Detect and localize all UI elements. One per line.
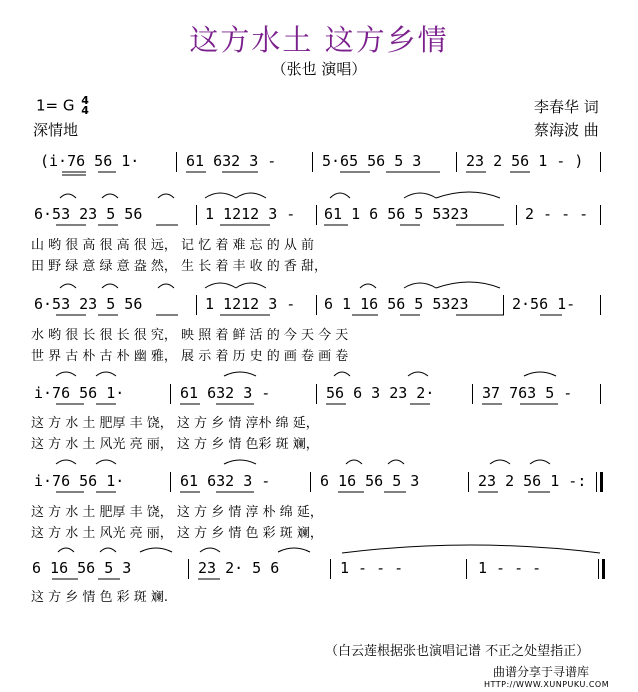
lyrics-6-verse-1: 这 方 乡 情 色 彩 斑 斓.	[31, 590, 169, 605]
slur-arc	[404, 283, 436, 288]
measure-1-3: 5·65 56 5 3	[322, 152, 422, 170]
slur-arc	[102, 194, 118, 198]
measure-1-4: 23 2 56 1 - )	[466, 152, 584, 170]
measure-1-2: 61 632 3 -	[186, 152, 277, 170]
barline	[188, 559, 189, 579]
lyrics-2-verse-1: 山 哟 很 高 很 高 很 远， 记 忆 着 难 忘 的 从 前	[31, 238, 314, 253]
measure-4-1: i·76 56 1·	[34, 384, 125, 402]
lyricist-credit: 李春华 词	[534, 98, 599, 116]
measure-2-1: 6·53 23 5 56	[34, 205, 143, 223]
measure-6-3: 1 - - -	[340, 559, 404, 577]
key-signature	[36, 96, 89, 116]
slur-arc	[278, 548, 310, 552]
barline	[516, 205, 517, 225]
slur-arc	[102, 284, 118, 288]
barline	[468, 472, 469, 492]
slur-arc	[58, 548, 74, 552]
lyrics-5-verse-1: 这 方 水 土 肥厚 丰 饶， 这 方 乡 情 淳 朴 绵 延，	[31, 505, 323, 520]
measure-3-3: 6 1 16 56 5 5323	[324, 295, 469, 313]
slur-arc	[236, 283, 266, 288]
slur-arc	[56, 372, 76, 376]
time-top: 4	[81, 94, 89, 107]
time-signature	[81, 96, 89, 116]
slur-arc	[346, 460, 362, 464]
measure-5-3: 6 16 56 5 3	[320, 472, 420, 490]
slur-arc	[224, 372, 256, 376]
measure-1-1: (i·76 56 1·	[40, 152, 140, 170]
measure-6-4: 1 - - -	[478, 559, 542, 577]
lyrics-2-verse-2: 田 野 绿 意 绿 意 盎 然， 生 长 着 丰 收 的 香 甜，	[31, 259, 327, 274]
barline	[456, 152, 457, 172]
barline	[600, 205, 601, 225]
lyrics-5-verse-2: 这 方 水 土 风光 亮 丽， 这 方 乡 情 色 彩 斑 斓，	[31, 526, 323, 541]
measure-2-3: 61 1 6 56 5 5323	[324, 205, 469, 223]
barline	[600, 295, 601, 315]
barline	[600, 472, 603, 492]
slur-arc	[436, 192, 500, 198]
lyrics-4-verse-2: 这 方 水 土 风光 亮 丽， 这 方 乡 情 色彩 斑 斓，	[31, 437, 319, 452]
barline	[596, 472, 597, 492]
slur-arc	[436, 282, 500, 288]
barline	[312, 152, 313, 172]
measure-3-4: 2·56 1-	[512, 295, 576, 313]
barline	[316, 295, 317, 315]
lyrics-4-verse-1: 这 方 水 土 肥厚 丰 饶， 这 方 乡 情 淳朴 绵 延，	[31, 416, 319, 431]
barline	[602, 559, 605, 579]
measure-5-4: 23 2 56 1 -:	[478, 472, 587, 490]
slur-arc	[530, 460, 550, 464]
composer-credit: 蔡海波 曲	[534, 121, 599, 139]
slur-arc	[330, 193, 350, 198]
slur-arc	[56, 460, 76, 464]
slur-arc	[205, 283, 236, 288]
measure-2-4: 2 - - -	[525, 205, 589, 223]
measure-2-2: 1 1212 3 -	[205, 205, 296, 223]
barline	[316, 205, 317, 225]
measure-4-3: 56 6 3 23 2·	[326, 384, 435, 402]
key-label: 1= G	[36, 96, 75, 115]
slur-arc	[334, 372, 350, 376]
measure-3-2: 1 1212 3 -	[205, 295, 296, 313]
measure-6-1: 6 16 56 5 3	[32, 559, 132, 577]
slur-arc	[388, 460, 404, 464]
tempo-marking: 深情地	[33, 121, 79, 139]
time-bottom: 4	[81, 104, 89, 117]
slur-arc	[60, 284, 76, 288]
slur-arc	[140, 548, 172, 552]
lyrics-3-verse-1: 水 哟 很 长 很 长 很 究， 映 照 着 鲜 活 的 今 天 今 天	[31, 328, 349, 343]
barline	[170, 472, 171, 492]
slur-arc	[200, 548, 220, 552]
slur-arc	[408, 372, 428, 376]
barline	[310, 472, 311, 492]
barline	[196, 205, 197, 225]
tie-arc	[342, 545, 600, 553]
barline	[330, 559, 331, 579]
measure-4-2: 61 632 3 -	[180, 384, 271, 402]
slur-arc	[490, 460, 510, 464]
barline	[503, 295, 504, 315]
slur-arc	[96, 460, 116, 464]
slur-arc	[224, 460, 256, 464]
slur-arc	[60, 194, 76, 198]
barline	[466, 559, 467, 579]
performer-subtitle: （张也 演唱）	[271, 60, 367, 78]
measure-3-1: 6·53 23 5 56	[34, 295, 143, 313]
slur-arc	[524, 372, 556, 376]
site-credit: 曲谱分享于寻谱库	[493, 665, 590, 679]
song-title: 这方水土 这方乡情	[189, 23, 449, 57]
measure-4-4: 37 763 5 -	[482, 384, 573, 402]
barline	[316, 384, 317, 404]
slur-arc	[158, 284, 174, 288]
barline	[472, 384, 473, 404]
slur-arc	[404, 193, 436, 198]
lyrics-3-verse-2: 世 界 古 朴 古 朴 幽 雅， 展 示 着 历 史 的 画 卷 画 卷	[31, 349, 349, 364]
barline	[170, 384, 171, 404]
slur-arc	[205, 193, 236, 198]
slur-arc	[100, 548, 116, 552]
site-url: HTTP://WWW.XUNPUKU.COM	[484, 680, 610, 689]
measure-5-1: i·76 56 1·	[34, 472, 125, 490]
measure-6-2: 23 2· 5 6	[198, 559, 280, 577]
barline	[600, 152, 601, 172]
measure-5-2: 61 632 3 -	[180, 472, 271, 490]
barline	[196, 295, 197, 315]
slur-arc	[236, 193, 266, 198]
slur-arc	[158, 194, 174, 198]
transcription-credit: （白云莲根据张也演唱记谱 不正之处望指正）	[325, 644, 590, 659]
slur-arc	[96, 372, 116, 376]
barline	[598, 559, 599, 579]
barline	[600, 384, 601, 404]
barline	[176, 152, 177, 172]
slur-arc	[360, 284, 376, 288]
